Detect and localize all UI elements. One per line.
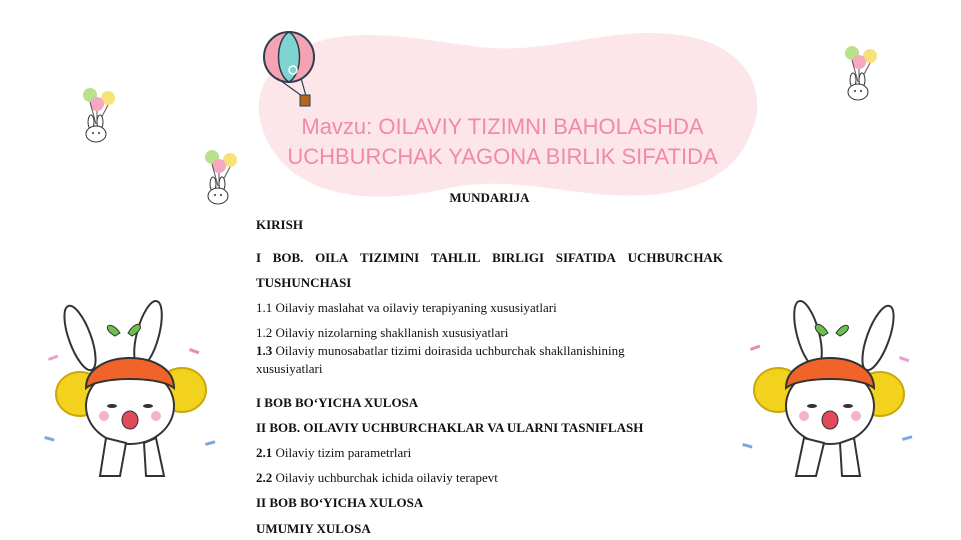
toc-chapter-2-summary: II BOB BO‘YICHA XULOSA — [256, 495, 424, 510]
cheering-bunny-icon — [740, 298, 920, 483]
cheering-bunny-icon — [40, 298, 220, 483]
toc-item-2-2 — [256, 470, 723, 486]
slide-title-line-1: Mavzu: OILAVIY TIZIMNI BAHOLASHDA — [301, 114, 704, 139]
slide-title — [230, 112, 775, 172]
toc-item-text: Oilaviy munosabatlar tizimi doirasida uchburchak shakllanishining — [272, 343, 625, 358]
toc-general-summary: UMUMIY XULOSA — [256, 521, 371, 536]
toc-item-1-1: 1.1 Oilaviy maslahat va oilaviy terapiyaning xususiyatlari — [256, 300, 557, 315]
toc-item-1-2: 1.2 Oilaviy nizolarning shakllanish xususiyatlari — [256, 325, 509, 340]
toc-heading: MUNDARIJA — [449, 190, 530, 205]
toc-item-2-1 — [256, 445, 723, 461]
toc-chapter-1-summary: I BOB BO‘YICHA XULOSA — [256, 395, 419, 410]
toc-word: UCHBURCHAK — [627, 250, 723, 265]
toc-word: TIZIMINI — [359, 250, 420, 265]
toc-item-number: 2.2 — [256, 470, 273, 485]
toc-chapter-1-title — [256, 250, 723, 266]
slide-title-line-2: UCHBURCHAK YAGONA BIRLIK SIFATIDA — [287, 144, 718, 169]
toc-word: BOB. — [272, 250, 304, 265]
toc-word: I — [256, 250, 262, 265]
toc-item-number: 2.1 — [256, 445, 273, 460]
toc-chapter-2-title: II BOB. OILAVIY UCHBURCHAKLAR VA ULARNI TASNIFLASH — [256, 420, 644, 435]
toc-word: TAHLIL — [430, 250, 481, 265]
toc-item-text: Oilaviy uchburchak ichida oilaviy terapevt — [272, 470, 498, 485]
hot-air-balloon-icon — [262, 30, 318, 112]
toc-item-1-3-cont: xususiyatlari — [256, 361, 323, 376]
toc-item-text: Oilaviy tizim parametrlari — [272, 445, 412, 460]
toc-word: BIRLIGI — [492, 250, 545, 265]
toc-item-1-3 — [256, 343, 723, 359]
toc-word: OILA — [315, 250, 349, 265]
balloon-bunny-icon — [200, 148, 242, 208]
toc-item-number: 1.3 — [256, 343, 273, 358]
balloon-bunny-icon — [840, 44, 882, 104]
toc-chapter-1-title-cont: TUSHUNCHASI — [256, 275, 352, 290]
toc-intro: KIRISH — [256, 217, 303, 232]
balloon-bunny-icon — [78, 86, 120, 146]
toc-word: SIFATIDA — [555, 250, 616, 265]
